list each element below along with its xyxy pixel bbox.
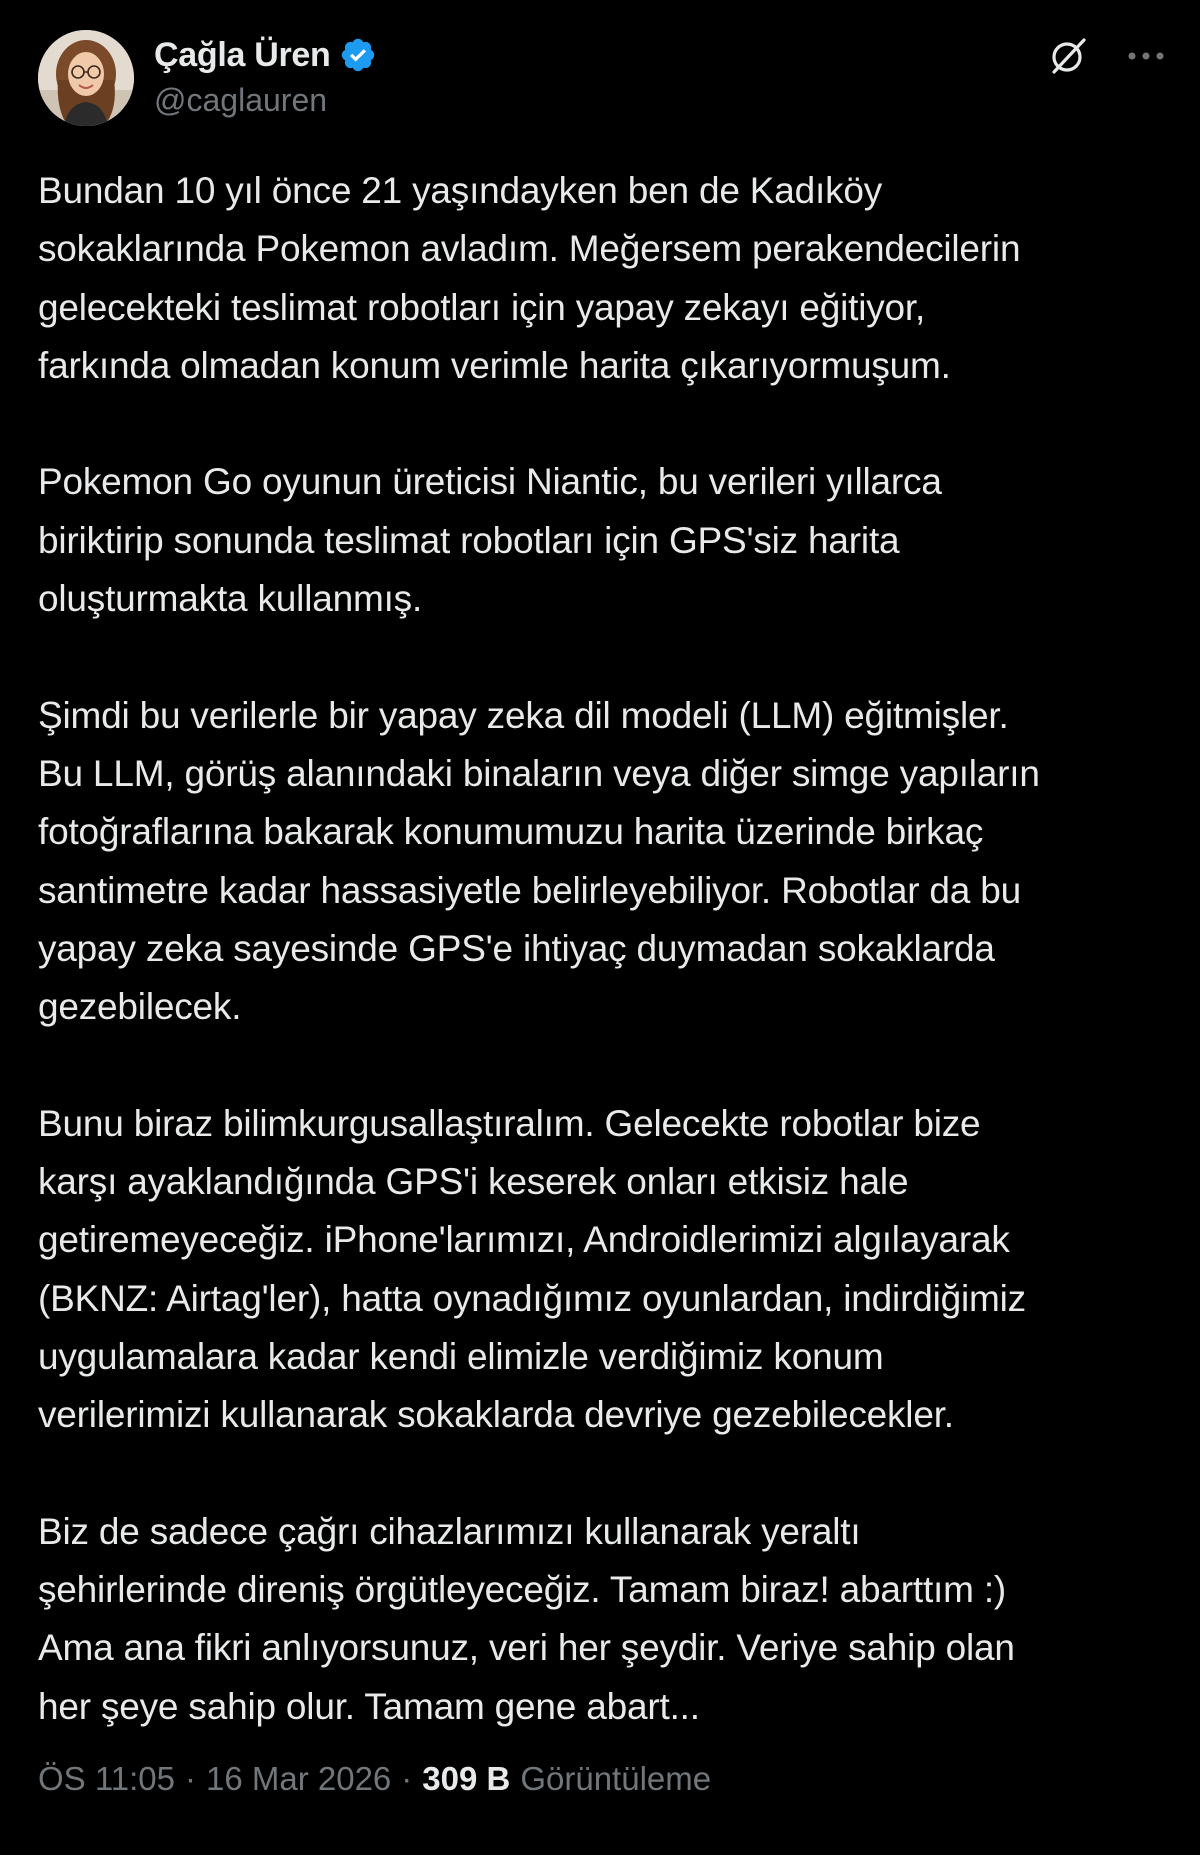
verified-badge-icon[interactable] xyxy=(339,36,377,74)
author-identity xyxy=(154,32,377,119)
more-icon[interactable] xyxy=(1122,32,1170,80)
display-name[interactable]: Çağla Üren xyxy=(154,35,331,74)
header-actions xyxy=(1044,32,1170,80)
tweet-text: Bundan 10 yıl önce 21 yaşındayken ben de Kadıköy sokaklarında Pokemon avladım. Meğersem perakendecilerin gelecekteki teslimat robotları için yapay zekayı eğitiyor, farkında olmadan konum verimle harita çıkarıyormuşum. Pokemon Go oyunun üreticisi Niantic, bu verileri yıllarca biriktirip sonunda teslimat robotları için GPS'siz harita oluşturmakta kullanmış. Şimdi bu verilerle bir yapay zeka dil modeli (LLM) eğitmişler. Bu LLM, görüş alanındaki binaların veya diğer simge yapıların fotoğraflarına bakarak konumumuzu harita üzerinde birkaç santimetre kadar hassasiyetle belirleyebiliyor. Robotlar da bu yapay zeka sayesinde GPS'e ihtiyaç duymadan sokaklarda gezebilecek. Bunu biraz bilimkurgusallaştıralım. Gelecekte robotlar bize karşı ayaklandığında GPS'i keserek onları etkisiz hale getiremeyeceğiz. iPhone'larımızı, Androidlerimizi algılayarak (BKNZ: Airtag'ler), hatta oynadığımız oyunlardan, indirdiğimiz uygulamalara kadar kendi elimizle verdiğimiz konum verilerimizi kullanarak sokaklarda devriye gezebilecekler. Biz de sadece çağrı cihazlarımızı kullanarak yeraltı şehirlerinde direniş örgütleyeceğiz. Tamam biraz! abarttım :) Ama ana fikri anlıyorsunuz, veri her şeydir. Veriye sahip olan her şeye sahip olur. Tamam gene abart... xyxy=(38,170,1040,1727)
tweet-date[interactable]: 16 Mar 2026 xyxy=(205,1760,392,1797)
tweet-meta xyxy=(38,1760,711,1798)
views-count[interactable]: 309 B xyxy=(422,1760,511,1797)
avatar-photo-icon xyxy=(38,30,134,126)
tweet-time[interactable]: ÖS 11:05 xyxy=(38,1760,175,1797)
grok-icon[interactable] xyxy=(1044,32,1092,80)
meta-separator: · xyxy=(184,1760,196,1797)
name-row xyxy=(154,32,377,78)
avatar[interactable] xyxy=(38,30,134,126)
tweet-header xyxy=(38,28,1170,128)
views-label[interactable]: Görüntüleme xyxy=(520,1760,712,1797)
meta-separator: · xyxy=(401,1760,413,1797)
author-handle[interactable]: @caglauren xyxy=(154,82,328,118)
